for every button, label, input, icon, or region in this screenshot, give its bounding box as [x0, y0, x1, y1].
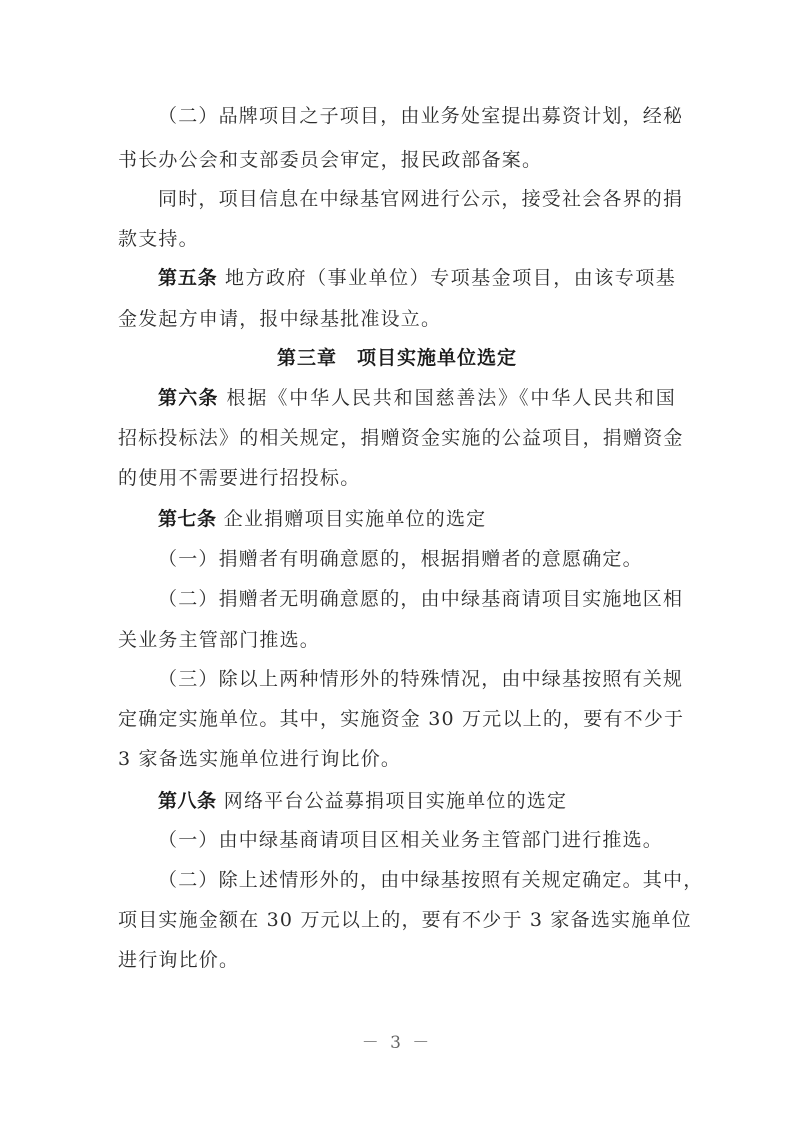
article-7-line	[0, 506, 794, 532]
article-label: 第六条	[158, 387, 219, 409]
paragraph-line: （一）由中绿基商请项目区相关业务主管部门进行推选。	[158, 829, 664, 851]
paragraph-line: （二）捐赠者无明确意愿的，由中绿基商请项目实施地区相	[158, 588, 684, 610]
article-5-line	[0, 265, 794, 291]
paragraph-line: 招标投标法》的相关规定，捐赠资金实施的公益项目，捐赠资金	[118, 427, 684, 449]
chapter-heading: 第三章 项目实施单位选定	[276, 347, 517, 369]
paragraph-line: 同时，项目信息在中绿基官网进行公示，接受社会各界的捐	[158, 188, 684, 210]
paragraph-line: 定确定实施单位。其中，实施资金 30 万元以上的，要有不少于	[118, 708, 685, 730]
paragraph-line: （二）除上述情形外的，由中绿基按照有关规定确定。其中，	[158, 869, 704, 891]
paragraph-line: （二）品牌项目之子项目，由业务处室提出募资计划，经秘	[158, 105, 684, 127]
paragraph-line: 3 家备选实施单位进行询比价。	[118, 748, 402, 770]
article-6-line	[0, 385, 794, 411]
paragraph-line: 关业务主管部门推选。	[118, 629, 321, 651]
article-label: 第五条	[158, 267, 218, 289]
paragraph-line: 金发起方申请，报中绿基批准设立。	[118, 308, 442, 330]
article-label: 第八条	[158, 790, 217, 812]
paragraph-line: 项目实施金额在 30 万元以上的，要有不少于 3 家备选实施单位	[118, 909, 692, 931]
paragraph-line: 进行询比价。	[118, 949, 240, 971]
article-text: 企业捐赠项目实施单位的选定	[223, 508, 487, 530]
article-8-line	[0, 788, 794, 814]
paragraph-line: 款支持。	[118, 228, 199, 250]
article-label: 第七条	[158, 508, 217, 530]
paragraph-line: （三）除以上两种情形外的特殊情况，由中绿基按照有关规	[158, 668, 684, 690]
article-text: 根据《中华人民共和国慈善法》《中华人民共和国	[226, 387, 676, 409]
article-text: 地方政府（事业单位）专项基金项目，由该专项基	[225, 267, 676, 289]
paragraph-line: 的使用不需要进行招投标。	[118, 467, 361, 489]
page-number: － 3 －	[361, 1033, 433, 1053]
paragraph-line: 书长办公会和支部委员会审定，报民政部备案。	[118, 149, 543, 171]
paragraph-line: （一）捐赠者有明确意愿的，根据捐赠者的意愿确定。	[158, 548, 643, 570]
article-text: 网络平台公益募捐项目实施单位的选定	[223, 790, 568, 812]
